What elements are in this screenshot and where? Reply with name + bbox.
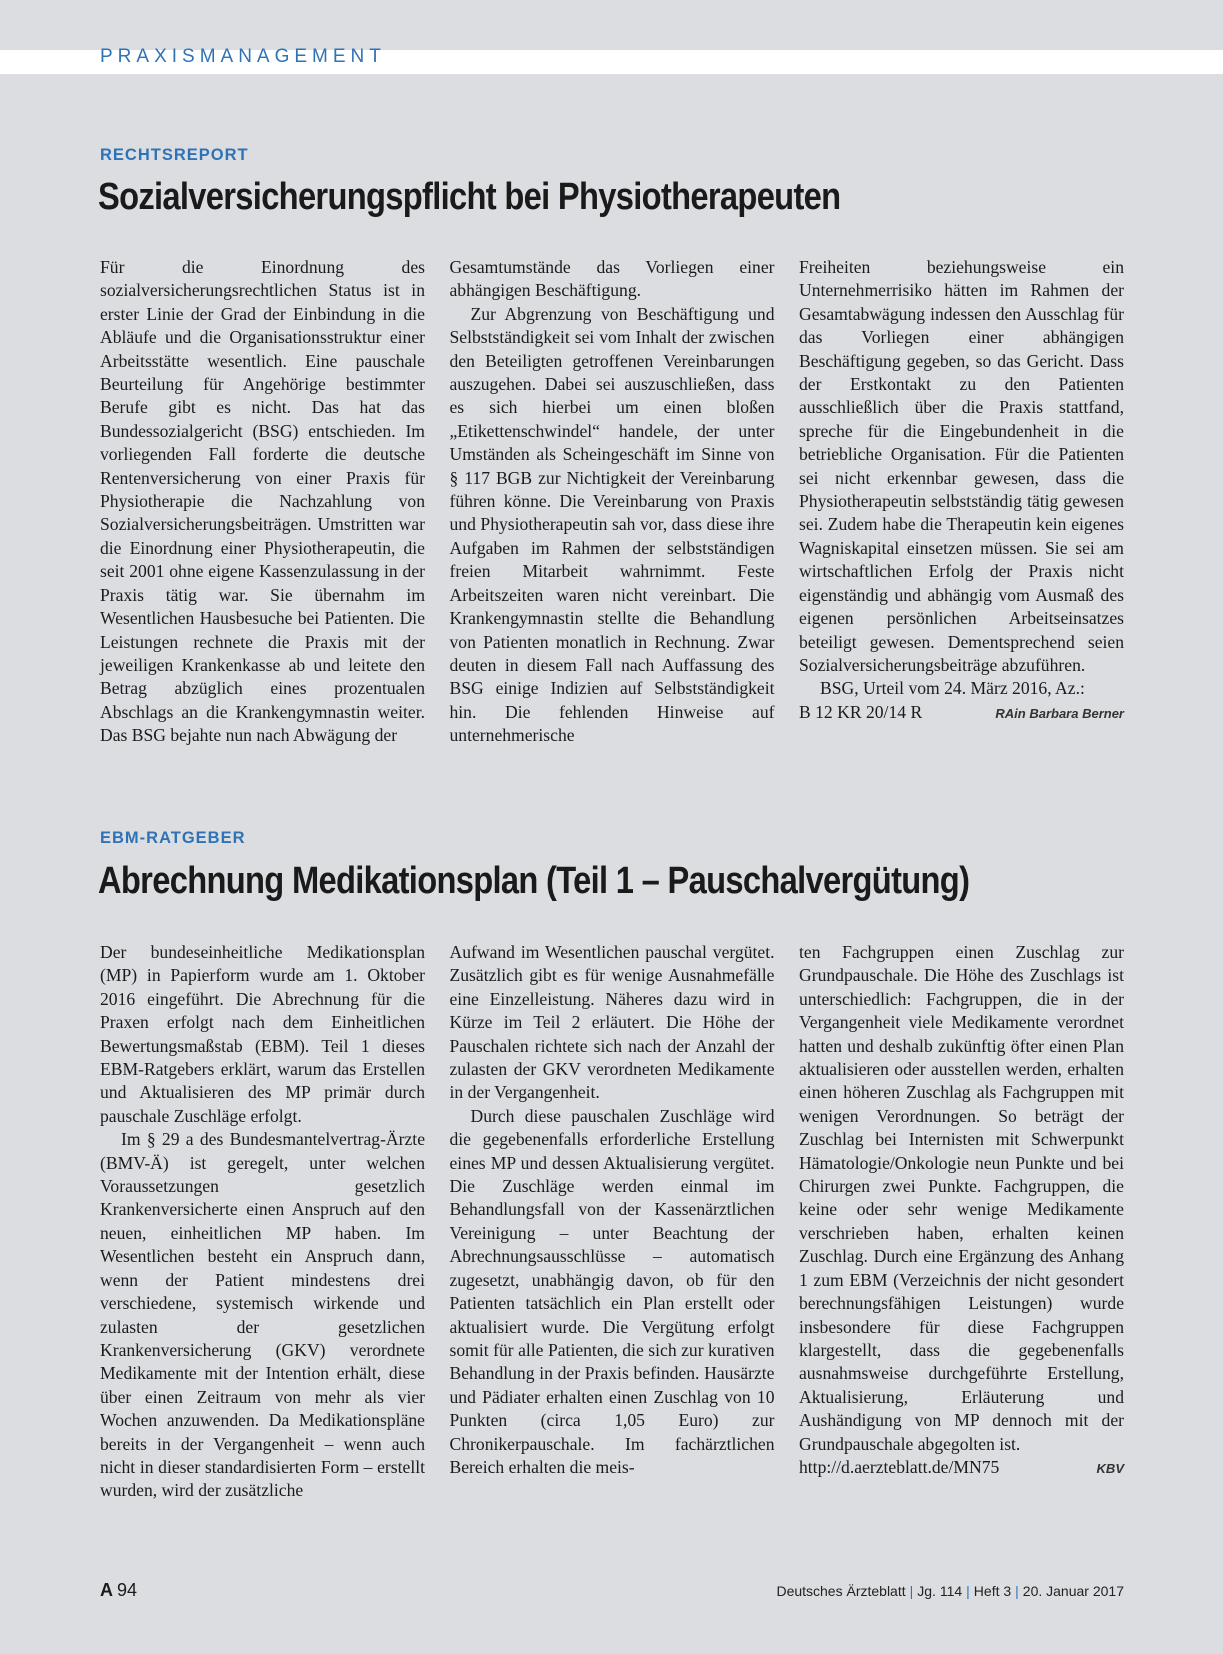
journal-date: 20. Januar 2017 [1022,1583,1124,1599]
case-number: B 12 KR 20/14 R [799,701,923,722]
article2-column-3 [799,941,1124,1503]
paragraph: Durch diese pauschalen Zuschläge wird die gegebenenfalls erforderliche Erstellung eines MP und dessen Aktualisierung vergütet. Die Zuschläge werden einmal im Behandlungsfall von der Kassenärztlichen Vereinigung – unter Beachtung der Abrechnungsausschlüsse – automatisch zugesetzt, unabhängig davon, ob für den Patienten tatsächlich ein Plan erstellt oder aktualisiert wurde. Die Vergütung erfolgt somit für alle Patienten, die sich zur kurativen Behandlung in der Praxis befinden. Hausärzte und Pädiater erhalten einen Zuschlag von 10 Punkten (circa 1,05 Euro) zur Chronikerpauschale. Im fachärztlichen Bereich erhalten die meis- [449,1105,775,1477]
paragraph: Freiheiten beziehungsweise ein Unternehmerrisiko hätten im Rahmen der Gesamtabwägung indessen den Ausschlag für das Vorliegen einer abhängigen Beschäftigung gegeben, so das Gericht. Dass der Erstkontakt zu den Patienten ausschließlich über die Praxis stattfand, spreche für die Eingebundenheit in die betriebliche Organisation. Für die Patienten sei nicht erkennbar gewesen, dass die Physiotherapeutin selbstständig tätig gewesen sei. Zudem habe die Therapeutin kein eigenes Wagniskapital einsetzen müssen. Sie sei am wirtschaftlichen Erfolg der Praxis nicht eigenständig und abhängig vom Ausmaß des eigenen persönlichen Arbeitseinsatzes beteiligt gewesen. Dementsprechend seien Sozialversicherungsbeiträge abzuführen. [799,257,1124,675]
paragraph: Gesamtumstände das Vorliegen einer abhängigen Beschäftigung. [449,257,775,301]
page-prefix: A [100,1580,113,1600]
article2-body [100,941,1124,1503]
article2-column-1 [100,941,425,1503]
article2-title: Abrechnung Medikationsplan (Teil 1 – Pauschalvergütung) [98,860,970,902]
separator: | [1015,1583,1019,1599]
article1-title: Sozialversicherungspflicht bei Physiotherapeuten [98,176,841,218]
page-footer [100,1580,1124,1601]
paragraph: Zur Abgrenzung von Beschäftigung und Selbstständigkeit sei vom Inhalt der zwischen den Beteiligten getroffenen Vereinbarungen auszugehen. Dabei sei auszuschließen, dass es sich hierbei um einen bloßen „Etikettenschwindel“ handele, der unter Umständen als Scheingeschäft im Sinne von § 117 BGB zur Nichtigkeit der Vereinbarung führen könne. Die Vereinbarung von Praxis und Physiotherapeutin sah vor, dass diese ihre Aufgaben im Rahmen der selbstständigen freien Mitarbeit wahrnimmt. Feste Arbeitszeiten waren nicht vereinbart. Die Krankengymnastin stellte die Behandlung von Patienten monatlich in Rechnung. Zwar deuten in diesem Fall nach Auffassung des BSG einige Indizien auf Selbstständigkeit hin. Die fehlenden Hinweise auf unternehmerische [449,303,775,746]
author-signature: RAin Barbara Berner [995,705,1124,721]
byline-row [799,1456,1124,1480]
page-number [100,1580,137,1601]
paragraph: Aufwand im Wesentlichen pauschal vergütet. Zusätzlich gibt es für wenige Ausnahmefälle eine Einzelleistung. Näheres dazu wird in Kürze im Teil 2 erläutert. Die Höhe der Pauschalen richtete sich nach der Anzahl der zulasten der GKV verordneten Medikamente in der Vergangenheit. [449,942,775,1103]
separator: | [909,1583,914,1599]
author-signature: KBV [1096,1460,1124,1476]
citation: BSG, Urteil vom 24. März 2016, Az.: [820,678,1085,699]
section-label: PRAXISMANAGEMENT [100,46,386,67]
paragraph: ten Fachgruppen einen Zuschlag zur Grundpauschale. Die Höhe des Zuschlags ist unterschiedlich: Fachgruppen, die in der Vergangenheit viele Medikamente verordnet hatten und deshalb zukünftig öfter einen Plan aktualisieren oder ausstellen werden, erhalten einen höheren Zuschlag als Fachgruppen mit wenigen Verordnungen. So beträgt der Zuschlag bei Internisten mit Schwerpunkt Hämatologie/Onkologie neun Punkte und bei Chirurgen zwei Punkte. Fachgruppen, die keine oder sehr wenige Medikamente verschrieben haben, erhalten keinen Zuschlag. Durch eine Ergänzung des Anhang 1 zum EBM (Verzeichnis der nicht gesondert berechnungsfähigen Leistungen) wurde insbesondere für diese Fachgruppen klargestellt, dass die gegebenenfalls ausnahmsweise durchgeführte Erstellung, Aktualisierung, Erläuterung und Aushändigung von MP dennoch mit der Grundpauschale abgegolten ist. [799,942,1124,1454]
journal-volume: Jg. 114 [917,1583,963,1599]
page-number-value: 94 [117,1580,138,1600]
article1-column-3 [799,256,1124,748]
article2-column-2 [450,941,775,1503]
journal-name: Deutsches Ärzteblatt [776,1583,906,1599]
journal-info [776,1583,1124,1599]
byline-row [799,701,1124,725]
journal-issue: Heft 3 [973,1583,1012,1599]
article1-column-1 [100,256,425,748]
paragraph: Für die Einordnung des sozialversicherungsrechtlichen Status ist in erster Linie der Grad der Einbindung in die Abläufe und die Organisationsstruktur einer Arbeitsstätte wesentlich. Eine pauschale Beurteilung für Angehörige bestimmter Berufe gibt es nicht. Das hat das Bundessozialgericht (BSG) entschieden. Im vorliegenden Fall forderte die deutsche Rentenversicherung von einer Praxis für Physiotherapie die Nachzahlung von Sozialversicherungsbeiträgen. Umstritten war die Einordnung einer Physiotherapeutin, die seit 2001 ohne eigene Kassenzulassung in der Praxis tätig war. Sie übernahm im Wesentlichen Hausbesuche bei Patienten. Die Leistungen rechnete die Praxis mit der jeweiligen Krankenkasse ab und leitete den Betrag abzüglich eines prozentualen Abschlags an die Krankengymnastin weiter. Das BSG bejahte nun nach Abwägung der [100,257,425,746]
article1-body [100,256,1124,748]
paragraph: Der bundeseinheitliche Medikationsplan (MP) in Papierform wurde am 1. Oktober 2016 eingeführt. Die Abrechnung für die Praxen erfolgt nach dem Einheitlichen Bewertungsmaßstab (EBM). Teil 1 dieses EBM-Ratgebers erklärt, warum das Erstellen und Aktualisieren des MP primär durch pauschale Zuschläge erfolgt. [100,942,425,1126]
article1-column-2 [450,256,775,748]
article2-kicker: EBM-RATGEBER [100,829,246,847]
article1-kicker: RECHTSREPORT [100,146,249,164]
separator: | [966,1583,970,1599]
paragraph: Im § 29 a des Bundesmantelvertrag-Ärzte (BMV-Ä) ist geregelt, unter welchen Voraussetzungen gesetzlich Krankenversicherte einen Anspruch auf den neuen, einheitlichen MP haben. Im Wesentlichen besteht ein Anspruch dann, wenn der Patient mindestens drei verschiedene, systemisch wirkende und zulasten der gesetzlichen Krankenversicherung (GKV) verordnete Medikamente mit der Intention erhält, diese über einen Zeitraum von mehr als vier Wochen anzuwenden. Da Medikationspläne bereits in der Vergangenheit – wenn auch nicht in dieser standardisierten Form – erstellt wurden, wird der zusätzliche [100,1129,425,1501]
article-link[interactable]: http://d.aerzteblatt.de/MN75 [799,1456,1000,1477]
